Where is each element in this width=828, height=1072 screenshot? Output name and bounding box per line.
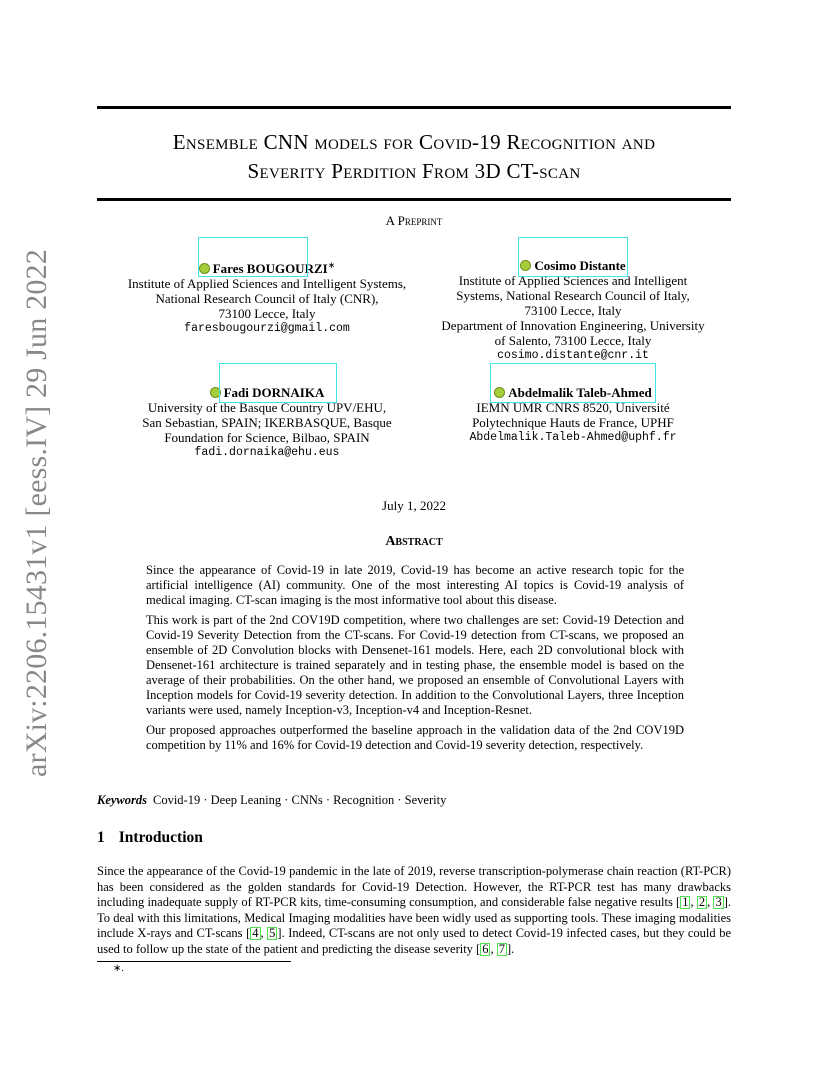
citation-link[interactable]: 7 [498, 941, 505, 956]
author-affil-line: Systems, National Research Council of Italy, [456, 288, 690, 303]
author-email: fadi.dornaika@ehu.eus [194, 446, 340, 459]
section-heading [97, 829, 203, 847]
citation-link[interactable]: 2 [698, 895, 706, 909]
author-link-box[interactable] [219, 363, 337, 403]
author-affil-line: Polytechnique Hauts de France, UPHF [472, 415, 674, 430]
author-affil-line: 73100 Lecce, Italy [218, 306, 316, 322]
footnote: ∗. [113, 963, 124, 974]
author-link-box[interactable] [490, 363, 656, 403]
title-line-2: Severity Perdition From 3D CT-scan [247, 159, 581, 183]
author-name-3[interactable]: Fadi DORNAIKA [223, 385, 325, 400]
arxiv-stamp: arXiv:2206.15431v1 [eess.IV] 29 Jun 2022 [20, 249, 53, 777]
intro-paragraph: Since the appearance of the Covid-19 pandemic in the late of 2019, reverse transcription-polymerase chain reaction (RT-PCR) has been considered as the golden standards for Covid-19 Detection. However, the RT-PCR test has many drawbacks including inadequate supply of RT-PCR kits, time-consuming consumption, and considerable false negative results [ 1 , 2 , 3 ]. To deal with this limitations, Medical Imaging modalities have been widly used as supporting tools. These imaging modalities include X-rays and CT-scans [ 4 , 5 ]. Indeed, CT-scans are not only used to detect Covid-19 infected cases, but they could be used to follow up the state of the patient and predicting the disease severity [ 6 , 7 ]. [97, 864, 732, 956]
citation-link[interactable]: 1 [682, 895, 689, 909]
author-email: faresbougourzi@gmail.com [184, 322, 350, 336]
keywords-text: Covid-19 · Deep Leaning · CNNs · Recognition · Severity [153, 793, 447, 807]
citation-link[interactable]: 5 [269, 926, 276, 940]
author-name-2[interactable]: Cosimo Distante [534, 258, 626, 273]
top-rule [97, 106, 731, 109]
author-link-box[interactable] [198, 237, 308, 277]
author-affil-line: Department of Innovation Engineering, University [441, 318, 705, 333]
citation-link[interactable]: 3 [715, 895, 722, 909]
abstract-body [146, 563, 684, 758]
author-affil-line: Institute of Applied Sciences and Intelligent Systems, [127, 276, 407, 292]
keywords-label: Keywords [97, 793, 147, 807]
abstract-paragraph: Our proposed approaches outperformed the baseline approach in the validation data of the 2nd COV19D competition by 11% and 16% for Covid-19 detection and Covid-19 severity detection, respectively. [146, 723, 684, 752]
author-link-box[interactable] [518, 237, 628, 277]
preprint-label: A Preprint [385, 213, 443, 228]
abstract-heading: Abstract [385, 534, 443, 549]
author-affil-line: IEMN UMR CNRS 8520, Université [476, 400, 670, 415]
abstract-paragraph: This work is part of the 2nd COV19D competition, where two challenges are set: Covid-19 Detection and Covid-19 Severity Detection from the CT-scans. For Covid-19 detection from CT-scans, we proposed an ensemble of 2D Convolution blocks with Densenet-161 models. Here, each 2D convolutional block with Densenet-161 architecture is trained separately and in testing phase, the ensemble model is based on the average of their probabilities. On the other hand, we proposed an ensemble of Convolutional Layers with Inception models for Covid-19 severity detection. In addition to the Convolutional Layers, three Inception variants were used, namely Inception-v3, Inception-v4 and Inception-Resnet. [146, 613, 684, 717]
author-affil-line: 73100 Lecce, Italy [524, 303, 622, 318]
citation-link[interactable]: 6 [482, 941, 489, 956]
title-bottom-rule [97, 198, 731, 201]
footnote-rule [97, 961, 291, 962]
citation-link[interactable]: 4 [252, 926, 259, 940]
author-email: cosimo.distante@cnr.it [497, 349, 649, 362]
publication-date: July 1, 2022 [382, 498, 446, 513]
paper-title [97, 128, 731, 186]
author-affil-line: Institute of Applied Sciences and Intelligent [458, 273, 688, 288]
title-line-1: Ensemble CNN models for Covid-19 Recognition and [172, 130, 656, 154]
intro-body [97, 864, 731, 957]
section-title: Introduction [118, 829, 203, 846]
abstract-paragraph: Since the appearance of Covid-19 in late 2019, Covid-19 has become an active research topic for the artificial intelligence (AI) community. One of the most interesting AI topics is Covid-19 analysis of medical imaging. CT-scan imaging is the most informative tool about this disease. [146, 563, 684, 607]
keywords-line [97, 793, 446, 808]
author-affil-line: Foundation for Science, Bilbao, SPAIN [164, 430, 370, 445]
section-number: 1 [97, 829, 105, 846]
author-footnote-mark[interactable]: ∗ [327, 260, 336, 270]
author-name-1[interactable]: Fares BOUGOURZI [212, 261, 328, 277]
author-affil-line: National Research Council of Italy (CNR), [155, 291, 379, 307]
author-name-4[interactable]: Abdelmalik Taleb-Ahmed [508, 385, 652, 400]
author-affil-line: of Salento, 73100 Lecce, Italy [494, 333, 652, 348]
author-email: Abdelmalik.Taleb-Ahmed@uphf.fr [469, 431, 677, 444]
author-affil-line: San Sebastian, SPAIN; IKERBASQUE, Basque [142, 415, 392, 430]
author-affil-line: University of the Basque Country UPV/EHU, [147, 400, 387, 415]
